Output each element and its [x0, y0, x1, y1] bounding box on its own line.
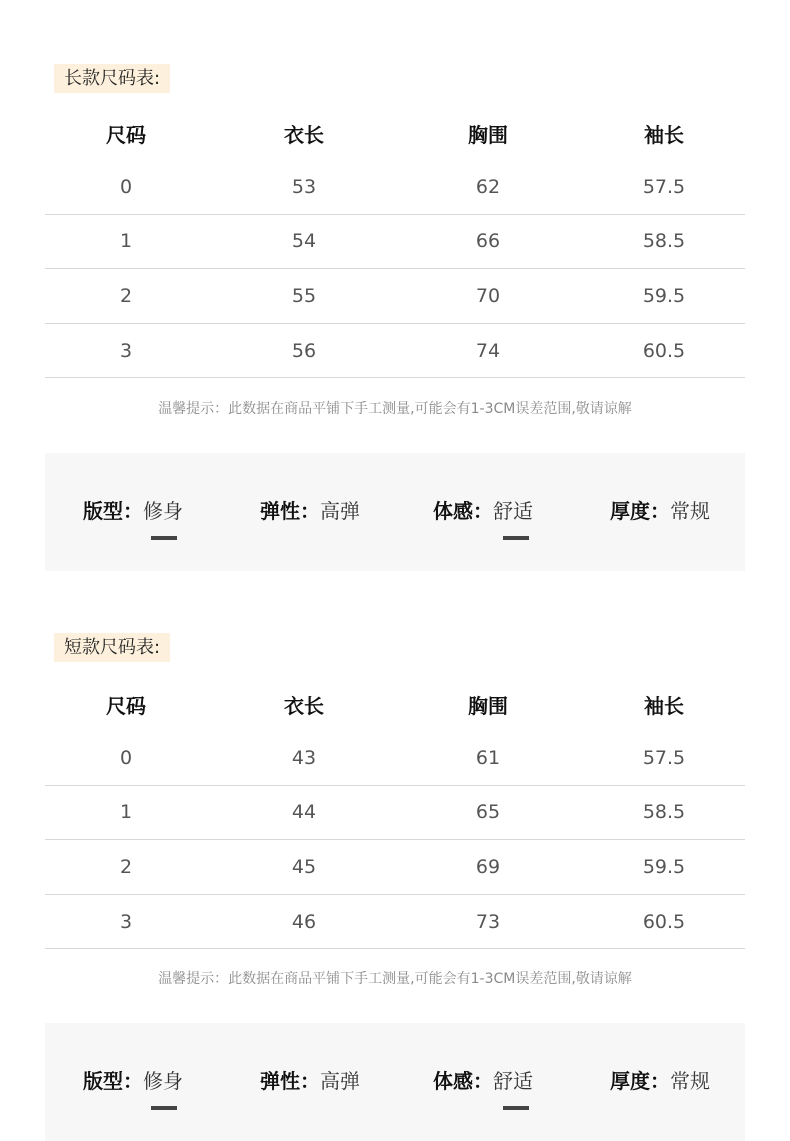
attribute-thickness: 厚度：常规: [610, 499, 710, 523]
table-row: [45, 215, 745, 270]
cell-sleeve: 57.5: [642, 746, 686, 769]
cell-size: 3: [119, 910, 133, 933]
header-size: 尺码: [106, 122, 146, 147]
attribute-elasticity: 弹性：高弹: [260, 499, 360, 523]
cell-chest: 69: [475, 855, 501, 878]
header-sleeve: 袖长: [644, 122, 684, 147]
attributes-panel: [45, 1023, 745, 1141]
table-row: [45, 895, 745, 950]
attributes-panel: [45, 453, 745, 571]
attribute-feel: 体感：舒适: [433, 499, 533, 523]
cell-chest: 62: [475, 175, 501, 198]
table-row: [45, 840, 745, 895]
fit-selected-mark: [151, 536, 177, 540]
cell-length: 45: [291, 855, 317, 878]
cell-chest: 61: [475, 746, 501, 769]
feel-selected-mark: [503, 1106, 529, 1110]
header-sleeve: 袖长: [644, 693, 684, 718]
cell-chest: 70: [475, 284, 501, 307]
table-header: [45, 677, 745, 731]
cell-size: 2: [119, 284, 133, 307]
cell-length: 46: [291, 910, 317, 933]
table-row: [45, 269, 745, 324]
cell-size: 1: [119, 230, 133, 253]
attribute-feel: 体感：舒适: [433, 1069, 533, 1093]
feel-selected-mark: [503, 536, 529, 540]
cell-sleeve: 59.5: [642, 855, 686, 878]
header-chest: 胸围: [468, 122, 508, 147]
cell-length: 44: [291, 801, 317, 824]
header-length: 衣长: [284, 693, 324, 718]
cell-size: 2: [119, 855, 133, 878]
attribute-elasticity: 弹性：高弹: [260, 1069, 360, 1093]
header-length: 衣长: [284, 122, 324, 147]
table-row: [45, 160, 745, 215]
cell-chest: 73: [475, 910, 501, 933]
cell-size: 3: [119, 339, 133, 362]
attribute-fit: 版型：修身: [83, 1069, 183, 1093]
attribute-thickness: 厚度：常规: [610, 1069, 710, 1093]
measurement-note: 温馨提示：此数据在商品平铺下手工测量,可能会有1-3CM误差范围,敬请谅解: [158, 971, 632, 987]
cell-size: 0: [119, 746, 133, 769]
short-size-title: 短款尺码表:: [54, 633, 170, 662]
cell-length: 54: [291, 230, 317, 253]
cell-sleeve: 58.5: [642, 801, 686, 824]
cell-sleeve: 58.5: [642, 230, 686, 253]
attribute-fit: 版型：修身: [83, 499, 183, 523]
cell-length: 55: [291, 284, 317, 307]
header-chest: 胸围: [468, 693, 508, 718]
table-row: [45, 324, 745, 379]
short-size-table: [45, 677, 745, 949]
cell-sleeve: 60.5: [642, 339, 686, 362]
cell-chest: 66: [475, 230, 501, 253]
cell-size: 0: [119, 175, 133, 198]
long-size-table: [45, 106, 745, 378]
long-size-title: 长款尺码表:: [54, 64, 170, 93]
cell-length: 43: [291, 746, 317, 769]
cell-chest: 65: [475, 801, 501, 824]
cell-length: 56: [291, 339, 317, 362]
cell-size: 1: [119, 801, 133, 824]
fit-selected-mark: [151, 1106, 177, 1110]
measurement-note: 温馨提示：此数据在商品平铺下手工测量,可能会有1-3CM误差范围,敬请谅解: [158, 401, 632, 417]
table-row: [45, 731, 745, 786]
cell-length: 53: [291, 175, 317, 198]
table-row: [45, 786, 745, 841]
cell-sleeve: 57.5: [642, 175, 686, 198]
cell-sleeve: 59.5: [642, 284, 686, 307]
table-header: [45, 106, 745, 160]
cell-chest: 74: [475, 339, 501, 362]
header-size: 尺码: [106, 693, 146, 718]
cell-sleeve: 60.5: [642, 910, 686, 933]
